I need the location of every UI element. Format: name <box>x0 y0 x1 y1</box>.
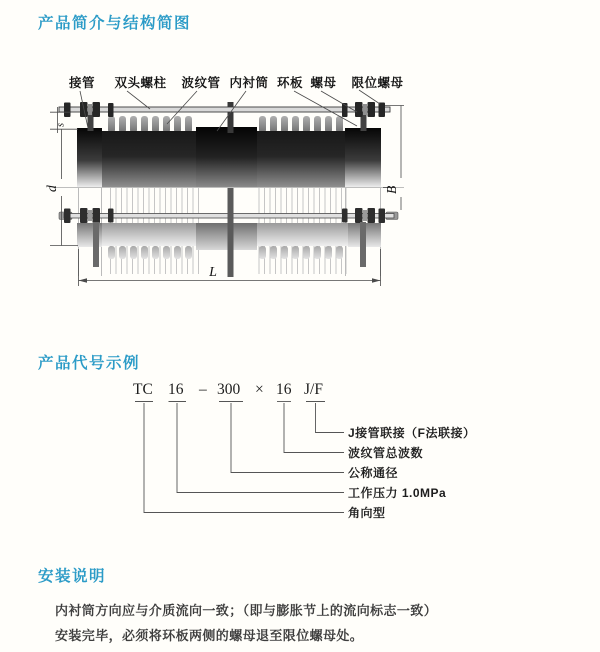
part-label-ring-plate: 环板 <box>276 76 304 90</box>
dim-arrow-right <box>372 278 381 282</box>
part-label-nut: 螺母 <box>310 76 337 90</box>
code-callout-connection: J接管联接（F法联接） <box>348 425 476 440</box>
pipe-end-left <box>77 128 102 187</box>
part-label-liner: 内衬筒 <box>229 76 269 90</box>
dim-label-s: s <box>55 122 67 127</box>
part-label-limit-nut: 限位螺母 <box>351 76 404 90</box>
code-token-type: TC <box>133 381 153 398</box>
code-callout-lines <box>0 375 600 540</box>
code-callout-pressure: 工作压力 1.0MPa <box>348 485 447 500</box>
joint-body-bottom <box>59 185 399 277</box>
dim-label-L: L <box>209 265 217 280</box>
dim-label-B: B <box>384 185 399 194</box>
code-token-diameter: 300 <box>217 381 241 398</box>
code-callout-type: 角向型 <box>348 505 386 520</box>
dim-label-d: d <box>44 185 59 192</box>
section-heading-install: 安装说明 <box>38 568 107 585</box>
install-note-line-2: 安装完毕，必须将环板两侧的螺母退至限位螺母处。 <box>55 628 364 643</box>
joint-body-top <box>77 127 381 187</box>
code-token-connection: J/F <box>304 381 323 398</box>
code-token-dash: – <box>199 381 207 398</box>
code-token-waves: 16 <box>276 381 292 398</box>
part-label-bellows: 波纹管 <box>181 76 221 90</box>
section-heading-code: 产品代号示例 <box>38 355 141 372</box>
code-callout-diameter: 公称通径 <box>348 465 399 480</box>
inner-liner-section <box>196 127 257 187</box>
pipe-end-right <box>345 128 381 187</box>
code-token-pressure: 16 <box>168 381 184 398</box>
part-label-jieguan: 接管 <box>68 76 96 90</box>
section-heading-intro: 产品简介与结构简图 <box>38 15 192 32</box>
code-callout-waves: 波纹管总波数 <box>348 445 424 460</box>
code-token-times: × <box>255 381 264 398</box>
install-note-line-1: 内衬筒方向应与介质流向一致；（即与膨胀节上的流向标志一致） <box>55 603 438 618</box>
structure-diagram <box>0 62 480 298</box>
tie-rod-top <box>59 102 390 117</box>
part-label-stud: 双头螺柱 <box>114 76 167 90</box>
dim-arrow-left <box>79 278 88 282</box>
